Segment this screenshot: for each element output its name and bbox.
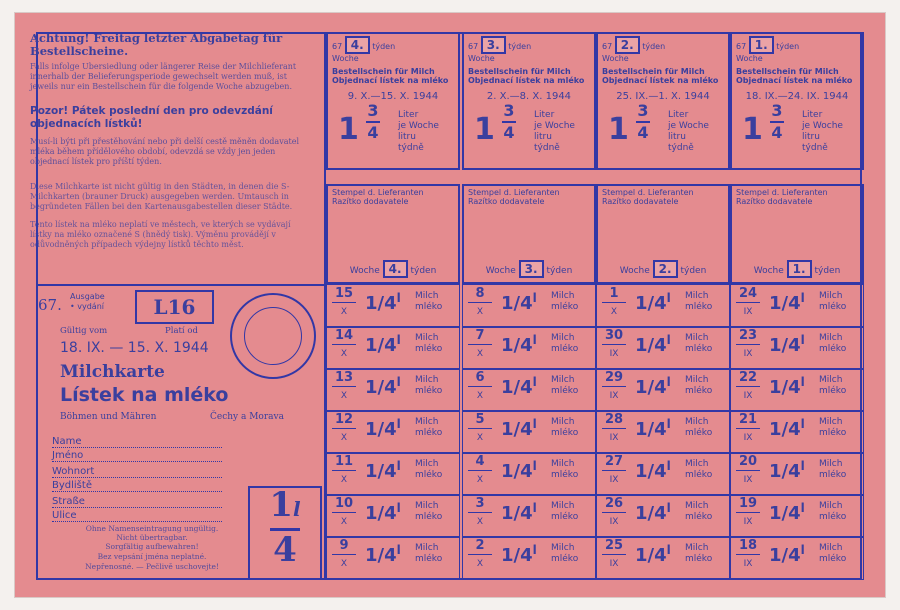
footer-line-5: Nepřenosné. — Pečlivě uschovejte! bbox=[85, 562, 219, 571]
warning-title-cz: Pozor! Pátek poslední den pro odevzdání objednacích lístků! bbox=[30, 105, 273, 130]
coupon-milk-label: Milch mléko bbox=[819, 501, 847, 522]
coupon-milk-label: Milch mléko bbox=[551, 417, 579, 438]
coupon-date: 5 X bbox=[466, 413, 494, 444]
coupon-quantity: 1/4$^l$ bbox=[365, 543, 401, 566]
week-num-box: 1. bbox=[749, 36, 774, 54]
coupon-milk-label: Milch mléko bbox=[551, 459, 579, 480]
issue-label bbox=[70, 292, 105, 312]
amount-fraction: 3 4 bbox=[771, 101, 783, 142]
coupon-date: 10 X bbox=[330, 497, 358, 528]
coupon-date: 27 IX bbox=[600, 455, 628, 486]
coupon-quantity: 1/4$^l$ bbox=[365, 291, 401, 314]
milk-coupon bbox=[462, 452, 596, 496]
order-title: Bestellschein für Milch Objednací lístek na mléko bbox=[602, 67, 719, 85]
vydani-label: • vydání bbox=[70, 302, 105, 311]
stamp-week-footer: Woche 4. týden bbox=[349, 262, 437, 276]
ulice-field-label: Ulice bbox=[52, 510, 222, 522]
amount-fraction: 3 4 bbox=[503, 101, 515, 142]
amount-units: Liter je Woche litru týdně bbox=[398, 110, 439, 153]
stempel-label: Stempel d. Lieferanten Razítko dodavatele bbox=[602, 188, 694, 206]
milk-coupon bbox=[326, 536, 460, 580]
issue-num: 67 bbox=[736, 42, 747, 51]
coupon-quantity: 1/4$^l$ bbox=[769, 459, 805, 482]
amount-units: Liter je Woche litru týdně bbox=[802, 110, 843, 153]
coupon-date: 19 IX bbox=[734, 497, 762, 528]
coupon-date: 28 IX bbox=[600, 413, 628, 444]
coupon-quantity: 1/4$^l$ bbox=[769, 291, 805, 314]
validity-note-de: Diese Milchkarte ist nicht gültig in den Städten, in denen die S-Milchkarten (brauner Druck) ausgegeben werden. Umtausch in begründeten Fällen bei den Kartenausgabestellen dieser Städte. bbox=[30, 182, 293, 211]
coupon-quantity: 1/4$^l$ bbox=[769, 333, 805, 356]
woche-label: Woche bbox=[602, 54, 629, 63]
issue-code: L16 bbox=[135, 290, 214, 324]
coupon-quantity: 1/4$^l$ bbox=[365, 375, 401, 398]
coupon-milk-label: Milch mléko bbox=[819, 543, 847, 564]
order-slip-week-3 bbox=[462, 32, 596, 170]
milk-coupon bbox=[596, 494, 730, 538]
region-cz: Čechy a Morava bbox=[210, 412, 284, 422]
big-fraction-unit: l bbox=[293, 497, 301, 521]
coupon-milk-label: Milch mléko bbox=[819, 459, 847, 480]
footer-line-3: Sorgfältig aufbewahren! bbox=[105, 542, 199, 551]
valid-dates: 18. IX. — 15. X. 1944 bbox=[60, 340, 209, 356]
coupon-quantity: 1/4$^l$ bbox=[635, 501, 671, 524]
week-dates: 25. IX.—1. X. 1944 bbox=[616, 91, 710, 102]
big-fraction-den: 4 bbox=[273, 530, 297, 570]
coupon-quantity: 1/4$^l$ bbox=[635, 375, 671, 398]
amount-whole: 1 bbox=[474, 112, 495, 147]
coupon-date: 21 IX bbox=[734, 413, 762, 444]
coupon-quantity: 1/4$^l$ bbox=[501, 291, 537, 314]
coupon-milk-label: Milch mléko bbox=[819, 333, 847, 354]
strasse-field-label: Straße bbox=[52, 496, 222, 508]
coupon-date: 6 X bbox=[466, 371, 494, 402]
coupon-milk-label: Milch mléko bbox=[819, 375, 847, 396]
coupon-milk-label: Milch mléko bbox=[685, 375, 713, 396]
week-dates: 2. X.—8. X. 1944 bbox=[486, 91, 572, 102]
woche-label: Woche bbox=[736, 54, 763, 63]
milk-coupon bbox=[326, 494, 460, 538]
coupon-date: 15 X bbox=[330, 287, 358, 318]
order-title: Bestellschein für Milch Objednací lístek na mléko bbox=[332, 67, 449, 85]
milk-coupon bbox=[326, 410, 460, 454]
week-header bbox=[464, 34, 594, 65]
ausgabe-label: Ausgabe bbox=[70, 292, 105, 301]
coupon-date: 3 X bbox=[466, 497, 494, 528]
tyden-label: týden bbox=[642, 42, 666, 51]
tyden-label: týden bbox=[508, 42, 532, 51]
coupon-milk-label: Milch mléko bbox=[685, 501, 713, 522]
coupon-milk-label: Milch mléko bbox=[819, 291, 847, 312]
coupon-quantity: 1/4$^l$ bbox=[501, 543, 537, 566]
milk-coupon bbox=[326, 452, 460, 496]
coupon-date: 30 IX bbox=[600, 329, 628, 360]
coupon-quantity: 1/4$^l$ bbox=[635, 333, 671, 356]
coupon-milk-label: Milch mléko bbox=[415, 459, 443, 480]
footer-line-2: Nicht übertragbar. bbox=[116, 533, 188, 542]
milk-coupon bbox=[596, 326, 730, 370]
tyden-label: týden bbox=[372, 42, 396, 51]
milk-coupon bbox=[326, 284, 460, 328]
milk-coupon bbox=[730, 536, 864, 580]
coupon-date: 9 X bbox=[330, 539, 358, 570]
coupon-milk-label: Milch mléko bbox=[551, 375, 579, 396]
coupon-quantity: 1/4$^l$ bbox=[501, 501, 537, 524]
woche-label: Woche bbox=[332, 54, 359, 63]
milk-coupon bbox=[326, 368, 460, 412]
coupon-quantity: 1/4$^l$ bbox=[501, 417, 537, 440]
milk-coupon bbox=[730, 410, 864, 454]
coupon-milk-label: Milch mléko bbox=[415, 417, 443, 438]
region-de: Böhmen und Mähren bbox=[60, 412, 157, 422]
valid-from-label: Gültig vom bbox=[60, 326, 108, 336]
supplier-stamp-week-1 bbox=[730, 184, 864, 284]
stamp-week-footer: Woche 2. týden bbox=[619, 262, 707, 276]
coupon-milk-label: Milch mléko bbox=[685, 543, 713, 564]
frame-mid-h bbox=[36, 284, 326, 286]
coupon-date: 18 IX bbox=[734, 539, 762, 570]
coupon-milk-label: Milch mléko bbox=[415, 291, 443, 312]
coupon-milk-label: Milch mléko bbox=[551, 543, 579, 564]
valid-to-label: Platí od bbox=[165, 326, 198, 336]
coupon-milk-label: Milch mléko bbox=[551, 501, 579, 522]
coupon-quantity: 1/4$^l$ bbox=[501, 459, 537, 482]
amount-fraction: 3 4 bbox=[637, 101, 649, 142]
footer-line-1: Ohne Namenseintragung ungültig. bbox=[85, 524, 219, 533]
coupon-date: 12 X bbox=[330, 413, 358, 444]
coupon-milk-label: Milch mléko bbox=[415, 543, 443, 564]
bydliste-field-label: Bydliště bbox=[52, 480, 222, 492]
coupon-quantity: 1/4$^l$ bbox=[635, 543, 671, 566]
coupon-date: 24 IX bbox=[734, 287, 762, 318]
order-slip-week-4 bbox=[326, 32, 460, 170]
coupon-date: 25 IX bbox=[600, 539, 628, 570]
coupon-quantity: 1/4$^l$ bbox=[365, 459, 401, 482]
coupon-milk-label: Milch mléko bbox=[415, 333, 443, 354]
coupon-quantity: 1/4$^l$ bbox=[365, 501, 401, 524]
coupon-date: 2 X bbox=[466, 539, 494, 570]
order-slip-week-1 bbox=[730, 32, 864, 170]
week-dates: 9. X.—15. X. 1944 bbox=[347, 91, 439, 102]
stempel-label: Stempel d. Lieferanten Razítko dodavatele bbox=[468, 188, 560, 206]
coupon-quantity: 1/4$^l$ bbox=[635, 459, 671, 482]
coupon-quantity: 1/4$^l$ bbox=[769, 543, 805, 566]
coupon-milk-label: Milch mléko bbox=[685, 459, 713, 480]
woche-label: Woche bbox=[468, 54, 495, 63]
week-num-box: 2. bbox=[615, 36, 640, 54]
coupon-date: 22 IX bbox=[734, 371, 762, 402]
issue-num: 67 bbox=[602, 42, 613, 51]
coupon-quantity: 1/4$^l$ bbox=[501, 375, 537, 398]
coupon-milk-label: Milch mléko bbox=[415, 501, 443, 522]
order-title: Bestellschein für Milch Objednací lístek na mléko bbox=[468, 67, 585, 85]
coupon-quantity: 1/4$^l$ bbox=[635, 291, 671, 314]
big-fraction bbox=[248, 486, 322, 580]
milk-coupon bbox=[462, 368, 596, 412]
coupon-date: 1 X bbox=[600, 287, 628, 318]
wohnort-field-label: Wohnort bbox=[52, 466, 222, 478]
milk-coupon bbox=[730, 452, 864, 496]
amount-whole: 1 bbox=[338, 112, 359, 147]
coupon-milk-label: Milch mléko bbox=[685, 417, 713, 438]
milk-coupon bbox=[326, 326, 460, 370]
name-field-label: Name bbox=[52, 436, 222, 448]
coupon-milk-label: Milch mléko bbox=[415, 375, 443, 396]
coupon-date: 11 X bbox=[330, 455, 358, 486]
milk-coupon bbox=[596, 368, 730, 412]
coupon-quantity: 1/4$^l$ bbox=[365, 333, 401, 356]
tyden-label: týden bbox=[776, 42, 800, 51]
footer-line-4: Bez vepsání jména neplatné. bbox=[97, 552, 207, 561]
order-slip-week-2 bbox=[596, 32, 730, 170]
coupon-milk-label: Milch mléko bbox=[819, 417, 847, 438]
milk-coupon bbox=[462, 326, 596, 370]
stamp-week-footer: Woche 3. týden bbox=[485, 262, 573, 276]
coupon-quantity: 1/4$^l$ bbox=[769, 375, 805, 398]
milk-coupon bbox=[462, 284, 596, 328]
coupon-date: 23 IX bbox=[734, 329, 762, 360]
amount-fraction: 3 4 bbox=[367, 101, 379, 142]
coupon-milk-label: Milch mléko bbox=[551, 291, 579, 312]
order-title: Bestellschein für Milch Objednací lístek na mléko bbox=[736, 67, 853, 85]
milk-coupon bbox=[596, 410, 730, 454]
milk-coupon bbox=[730, 284, 864, 328]
coupon-date: 14 X bbox=[330, 329, 358, 360]
week-header bbox=[328, 34, 458, 65]
supplier-stamp-week-2 bbox=[596, 184, 730, 284]
week-header bbox=[598, 34, 728, 65]
card-title-de: Milchkarte bbox=[60, 362, 165, 382]
amount-whole: 1 bbox=[742, 112, 763, 147]
coupon-quantity: 1/4$^l$ bbox=[501, 333, 537, 356]
warning-text-de: Falls infolge Übersiedlung oder längerer Reise der Milchlieferant innerhalb der Belieferungsperiode gewechselt werden muß, ist jeweils nur ein Bestellschein für die folgende Woche abzugeben. bbox=[30, 62, 297, 91]
warning-title-de: Achtung! Freitag letzter Abgabetag für Bestellscheine. bbox=[30, 31, 283, 58]
coupon-quantity: 1/4$^l$ bbox=[635, 417, 671, 440]
milk-coupon bbox=[596, 452, 730, 496]
ministry-seal-icon bbox=[230, 293, 316, 379]
coupon-milk-label: Milch mléko bbox=[685, 291, 713, 312]
issue-number: 67. bbox=[38, 296, 62, 314]
coupon-date: 20 IX bbox=[734, 455, 762, 486]
coupon-milk-label: Milch mléko bbox=[685, 333, 713, 354]
stempel-label: Stempel d. Lieferanten Razítko dodavatele bbox=[332, 188, 424, 206]
coupon-quantity: 1/4$^l$ bbox=[769, 417, 805, 440]
stamp-week-footer: Woche 1. týden bbox=[753, 262, 841, 276]
coupon-date: 26 IX bbox=[600, 497, 628, 528]
week-header bbox=[732, 34, 862, 65]
validity-note-cz: Tento lístek na mléko neplatí ve městech, ve kterých se vydávají lístky na mléko označené S (hnědý tisk). Výměnu provádějí v odůvodněných případech výdejny lístků těchto měst. bbox=[30, 220, 291, 249]
coupon-quantity: 1/4$^l$ bbox=[769, 501, 805, 524]
stempel-label: Stempel d. Lieferanten Razítko dodavatele bbox=[736, 188, 828, 206]
milk-coupon bbox=[462, 536, 596, 580]
amount-whole: 1 bbox=[608, 112, 629, 147]
big-fraction-num: 1 bbox=[269, 485, 294, 525]
amount-units: Liter je Woche litru týdně bbox=[668, 110, 709, 153]
coupon-date: 7 X bbox=[466, 329, 494, 360]
milk-coupon bbox=[596, 284, 730, 328]
supplier-stamp-week-3 bbox=[462, 184, 596, 284]
issue-num: 67 bbox=[332, 42, 343, 51]
warning-text-cz: Musí-li býti při přestěhování nebo při delší cestě měněn dodavatel mléka během přídělového období, odevzdá se vždy jen jeden objednací lístek pro příští týden. bbox=[30, 137, 299, 166]
week-num-box: 3. bbox=[481, 36, 506, 54]
coupon-quantity: 1/4$^l$ bbox=[365, 417, 401, 440]
issue-num: 67 bbox=[468, 42, 479, 51]
amount-units: Liter je Woche litru týdně bbox=[534, 110, 575, 153]
week-num-box: 4. bbox=[345, 36, 370, 54]
milk-coupon bbox=[730, 326, 864, 370]
coupon-date: 8 X bbox=[466, 287, 494, 318]
coupon-date: 29 IX bbox=[600, 371, 628, 402]
milk-coupon bbox=[730, 368, 864, 412]
card-title-cz: Lístek na mléko bbox=[60, 384, 229, 406]
milk-coupon bbox=[730, 494, 864, 538]
supplier-stamp-week-4 bbox=[326, 184, 460, 284]
coupon-milk-label: Milch mléko bbox=[551, 333, 579, 354]
week-dates: 18. IX.—24. IX. 1944 bbox=[745, 91, 849, 102]
milk-coupon bbox=[596, 536, 730, 580]
milk-coupon bbox=[462, 410, 596, 454]
jmeno-field-label: Jméno bbox=[52, 450, 222, 462]
coupon-date: 13 X bbox=[330, 371, 358, 402]
coupon-date: 4 X bbox=[466, 455, 494, 486]
milk-coupon bbox=[462, 494, 596, 538]
